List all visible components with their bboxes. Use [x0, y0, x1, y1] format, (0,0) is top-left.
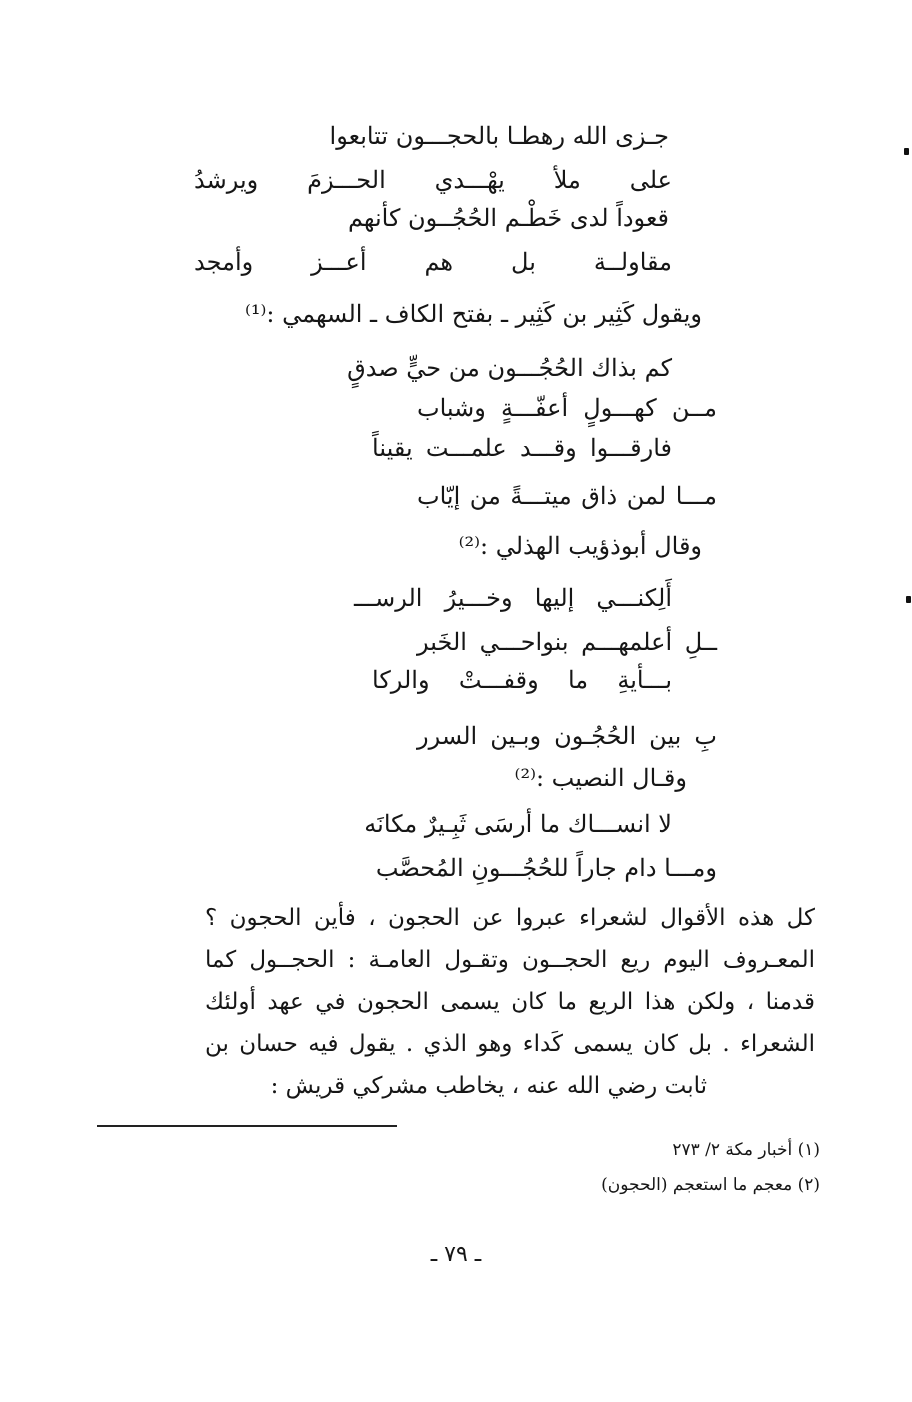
word: وقـــد — [519, 434, 577, 462]
word: ذاق — [581, 482, 618, 510]
word: على — [629, 166, 672, 194]
paragraph-line: ثابت رضي الله عنه ، يخاطب مشركي قريش : — [270, 1073, 707, 1099]
word: أعفّـــةٍ — [501, 394, 569, 422]
paragraph-line: المعـروف اليوم ريع الحجــون وتقـول العامـة : الحجــول كما — [205, 947, 815, 973]
word: الحُجُـون — [554, 722, 637, 750]
poem1-line4 — [194, 244, 672, 280]
word: بنواحـــي — [479, 628, 569, 656]
word: ملأ — [553, 166, 581, 194]
scan-mark — [906, 596, 911, 603]
poem1-line3: قعوداً لدى خَطْـم الحُجُــون كأنهم — [347, 204, 669, 232]
word: والركا — [372, 666, 430, 694]
poem2-line4 — [417, 478, 717, 514]
word: إليها — [534, 584, 575, 612]
word: بـــأيةِ — [617, 666, 672, 694]
word: فارقـــوا — [589, 434, 672, 462]
word: الحـــزمَ — [307, 166, 386, 194]
word: هم — [424, 248, 454, 276]
paragraph-line: الشعراء . بل كان يسمى كَداء وهو الذي . يقول فيه حسان بن — [205, 1031, 815, 1057]
paragraph-line: قدمنا ، ولكن هذا الريع ما كان يسمى الحجون في عهد أولئك — [205, 989, 815, 1015]
scan-mark — [904, 148, 909, 155]
footnote: (١) أخبار مكة ٢/ ٢٧٣ — [672, 1140, 820, 1160]
word: ويرشدُ — [194, 166, 259, 194]
poem3-line3 — [372, 662, 672, 698]
word: وشباب — [417, 394, 486, 422]
word: أَلِكنـــي — [596, 584, 672, 612]
word: بِ — [694, 722, 717, 750]
word: أعـــز — [311, 248, 367, 276]
intro-nusayb: وقـال النصيب :⁽²⁾ — [514, 764, 687, 792]
poem4-line1: لا انســـاك ما أرسَى ثَبِـيرٌ مكانَه — [364, 810, 672, 838]
word: أعلمهـــم — [581, 628, 673, 656]
poem3-line1 — [354, 580, 672, 616]
word: مقاولــة — [593, 248, 672, 276]
word: بل — [511, 248, 536, 276]
poem2-line2 — [417, 390, 717, 426]
poem4-line2: ومـــا دام جاراً للحُجُـــونِ المُحصَّب — [375, 854, 717, 882]
word: لمن — [626, 482, 667, 510]
poem3-line2 — [417, 624, 717, 660]
page-number: ـ ٧٩ ـ — [430, 1242, 482, 1267]
footnote: (٢) معجم ما استعجم (الحجون) — [601, 1175, 820, 1195]
word: وبـين — [490, 722, 542, 750]
word: يهْـــدي — [434, 166, 505, 194]
word: ميتـــةً — [510, 482, 572, 510]
footnote-rule — [97, 1125, 397, 1127]
word: الرســـ — [354, 584, 423, 612]
word: كهـــولٍ — [583, 394, 657, 422]
word: من — [469, 482, 501, 510]
word: علمـــت — [425, 434, 507, 462]
word: بين — [649, 722, 682, 750]
intro-abu-dhuayb: وقال أبوذؤيب الهذلي :⁽²⁾ — [458, 532, 702, 560]
poem2-line1: كم بذاك الحُجُـــون من حيٍّ صدقٍ — [347, 354, 672, 382]
word: وخـــيرُ — [444, 584, 513, 612]
word: الخَبر — [417, 628, 467, 656]
poem2-line3 — [372, 430, 672, 466]
word: يقيناً — [372, 434, 413, 462]
poem1-line1: جـزى الله رهطـا بالحجـــون تتابعوا — [329, 122, 669, 150]
poem3-line4 — [417, 718, 717, 754]
word: ــلِ — [684, 628, 717, 656]
word: السرر — [417, 722, 478, 750]
word: وقفـــتْ — [458, 666, 539, 694]
word: ما — [567, 666, 589, 694]
poem1-line2 — [194, 162, 672, 198]
word: مـــا — [675, 482, 717, 510]
intro-kathir: ويقول كَثِير بن كَثِير ـ بفتح الكاف ـ السهمي :⁽¹⁾ — [244, 300, 702, 328]
paragraph-line: كل هذه الأقوال لشعراء عبروا عن الحجون ، فأين الحجون ؟ — [205, 905, 815, 931]
word: وأمجد — [194, 248, 254, 276]
word: مــن — [671, 394, 717, 422]
word: إيّاب — [417, 482, 461, 510]
